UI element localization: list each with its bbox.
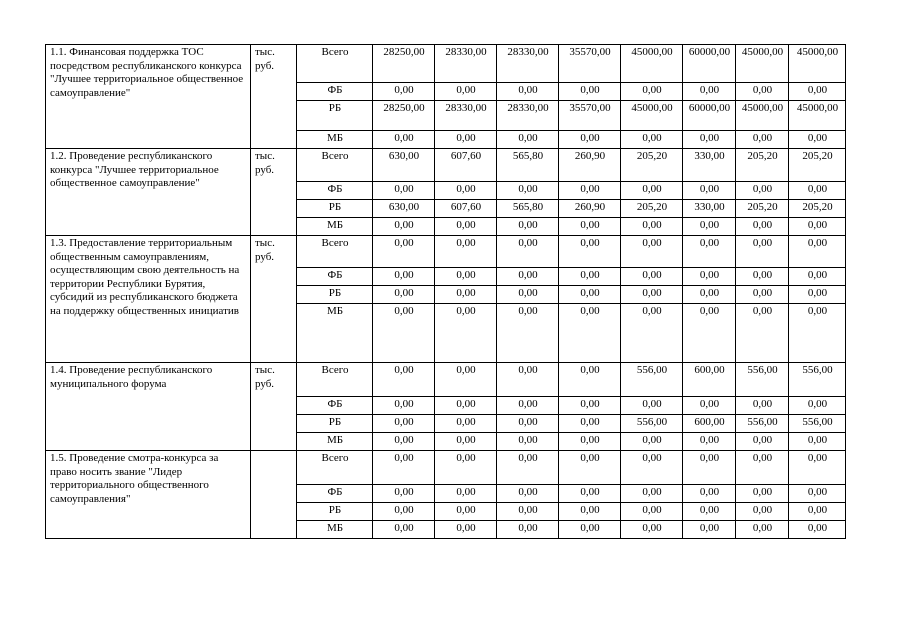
measure-title: 1.4. Проведение республиканского муниципального форума [46, 363, 251, 451]
amount-cell: 0,00 [435, 485, 497, 503]
amount-cell: 0,00 [559, 521, 621, 539]
amount-cell: 0,00 [789, 451, 846, 485]
amount-cell: 0,00 [435, 304, 497, 363]
amount-cell: 45000,00 [736, 101, 789, 131]
funding-source-cell: РБ [297, 415, 373, 433]
amount-cell: 0,00 [559, 131, 621, 149]
amount-cell: 35570,00 [559, 45, 621, 83]
amount-cell: 0,00 [736, 286, 789, 304]
amount-cell: 0,00 [373, 485, 435, 503]
amount-cell: 0,00 [559, 83, 621, 101]
amount-cell: 0,00 [497, 304, 559, 363]
amount-cell: 0,00 [497, 218, 559, 236]
funding-source-cell: РБ [297, 286, 373, 304]
amount-cell: 28250,00 [373, 45, 435, 83]
amount-cell: 0,00 [789, 503, 846, 521]
table-row [46, 451, 846, 485]
amount-cell: 0,00 [559, 485, 621, 503]
funding-source-cell: РБ [297, 503, 373, 521]
amount-cell: 0,00 [373, 236, 435, 268]
amount-cell: 0,00 [621, 451, 683, 485]
amount-cell: 0,00 [621, 433, 683, 451]
amount-cell: 0,00 [497, 521, 559, 539]
amount-cell: 0,00 [435, 397, 497, 415]
amount-cell: 205,20 [621, 149, 683, 182]
amount-cell: 600,00 [683, 363, 736, 397]
amount-cell: 0,00 [497, 182, 559, 200]
amount-cell: 0,00 [497, 236, 559, 268]
amount-cell: 0,00 [373, 131, 435, 149]
amount-cell: 260,90 [559, 149, 621, 182]
amount-cell: 0,00 [789, 268, 846, 286]
amount-cell: 45000,00 [789, 101, 846, 131]
amount-cell: 0,00 [736, 521, 789, 539]
amount-cell: 60000,00 [683, 101, 736, 131]
amount-cell: 28330,00 [435, 45, 497, 83]
amount-cell: 0,00 [683, 451, 736, 485]
amount-cell: 0,00 [621, 286, 683, 304]
amount-cell: 630,00 [373, 200, 435, 218]
amount-cell: 0,00 [435, 218, 497, 236]
amount-cell: 0,00 [736, 131, 789, 149]
amount-cell: 0,00 [683, 83, 736, 101]
amount-cell: 0,00 [736, 485, 789, 503]
funding-source-cell: Всего [297, 451, 373, 485]
amount-cell: 0,00 [683, 397, 736, 415]
funding-source-cell: МБ [297, 131, 373, 149]
amount-cell: 0,00 [789, 218, 846, 236]
amount-cell: 0,00 [736, 304, 789, 363]
amount-cell: 0,00 [373, 182, 435, 200]
amount-cell: 0,00 [736, 268, 789, 286]
amount-cell: 556,00 [736, 363, 789, 397]
amount-cell: 0,00 [559, 236, 621, 268]
amount-cell: 0,00 [497, 131, 559, 149]
amount-cell: 28330,00 [497, 101, 559, 131]
table-row [46, 363, 846, 397]
amount-cell: 0,00 [435, 363, 497, 397]
amount-cell: 630,00 [373, 149, 435, 182]
funding-source-cell: Всего [297, 149, 373, 182]
amount-cell: 0,00 [621, 268, 683, 286]
amount-cell: 0,00 [736, 397, 789, 415]
amount-cell: 0,00 [497, 451, 559, 485]
amount-cell: 0,00 [435, 433, 497, 451]
amount-cell: 0,00 [435, 182, 497, 200]
amount-cell: 0,00 [789, 236, 846, 268]
amount-cell: 205,20 [736, 200, 789, 218]
amount-cell: 0,00 [621, 485, 683, 503]
amount-cell: 28330,00 [435, 101, 497, 131]
amount-cell: 0,00 [373, 415, 435, 433]
amount-cell: 0,00 [683, 503, 736, 521]
amount-cell: 0,00 [789, 182, 846, 200]
funding-source-cell: Всего [297, 45, 373, 83]
amount-cell: 0,00 [789, 286, 846, 304]
funding-source-cell: ФБ [297, 485, 373, 503]
amount-cell: 0,00 [373, 286, 435, 304]
amount-cell: 205,20 [789, 149, 846, 182]
amount-cell: 0,00 [559, 415, 621, 433]
measure-title: 1.1. Финансовая поддержка ТОС посредством республиканского конкурса "Лучшее территориальное общественное самоуправление" [46, 45, 251, 149]
amount-cell: 0,00 [559, 268, 621, 286]
amount-cell: 0,00 [559, 218, 621, 236]
amount-cell: 0,00 [559, 451, 621, 485]
amount-cell: 0,00 [789, 304, 846, 363]
funding-source-cell: МБ [297, 521, 373, 539]
amount-cell: 60000,00 [683, 45, 736, 83]
amount-cell: 0,00 [497, 268, 559, 286]
amount-cell: 0,00 [497, 83, 559, 101]
amount-cell: 0,00 [373, 363, 435, 397]
amount-cell: 0,00 [736, 83, 789, 101]
amount-cell: 556,00 [736, 415, 789, 433]
table-row [46, 236, 846, 268]
amount-cell: 0,00 [373, 397, 435, 415]
amount-cell: 0,00 [621, 397, 683, 415]
funding-source-cell: Всего [297, 363, 373, 397]
amount-cell: 0,00 [683, 268, 736, 286]
funding-source-cell: ФБ [297, 268, 373, 286]
unit-cell: тыс. руб. [251, 363, 297, 451]
amount-cell: 0,00 [621, 131, 683, 149]
amount-cell: 0,00 [789, 485, 846, 503]
amount-cell: 205,20 [789, 200, 846, 218]
amount-cell: 556,00 [621, 415, 683, 433]
amount-cell: 0,00 [789, 433, 846, 451]
amount-cell: 45000,00 [621, 101, 683, 131]
amount-cell: 0,00 [435, 83, 497, 101]
amount-cell: 0,00 [497, 503, 559, 521]
amount-cell: 0,00 [559, 363, 621, 397]
amount-cell: 0,00 [559, 397, 621, 415]
amount-cell: 0,00 [683, 433, 736, 451]
unit-cell [251, 451, 297, 539]
amount-cell: 600,00 [683, 415, 736, 433]
amount-cell: 0,00 [435, 268, 497, 286]
amount-cell: 0,00 [789, 397, 846, 415]
measure-title: 1.3. Предоставление территориальным общественным самоуправлениям, осуществляющим свою деятельность на территории Республики Бурятия, субсидий из республиканского бюджета на поддержку общественных инициатив [46, 236, 251, 363]
amount-cell: 0,00 [373, 218, 435, 236]
amount-cell: 0,00 [373, 433, 435, 451]
amount-cell: 0,00 [683, 304, 736, 363]
amount-cell: 0,00 [559, 503, 621, 521]
amount-cell: 0,00 [497, 433, 559, 451]
table-row [46, 149, 846, 182]
amount-cell: 0,00 [789, 521, 846, 539]
amount-cell: 0,00 [621, 521, 683, 539]
amount-cell: 565,80 [497, 149, 559, 182]
amount-cell: 0,00 [621, 236, 683, 268]
amount-cell: 0,00 [497, 415, 559, 433]
funding-source-cell: Всего [297, 236, 373, 268]
amount-cell: 0,00 [559, 286, 621, 304]
amount-cell: 0,00 [435, 521, 497, 539]
amount-cell: 0,00 [435, 286, 497, 304]
amount-cell: 607,60 [435, 149, 497, 182]
amount-cell: 0,00 [435, 503, 497, 521]
amount-cell: 0,00 [621, 182, 683, 200]
amount-cell: 0,00 [373, 83, 435, 101]
amount-cell: 0,00 [683, 218, 736, 236]
budget-table [45, 44, 846, 539]
amount-cell: 0,00 [736, 503, 789, 521]
amount-cell: 0,00 [683, 521, 736, 539]
amount-cell: 0,00 [789, 83, 846, 101]
amount-cell: 0,00 [736, 218, 789, 236]
amount-cell: 0,00 [435, 415, 497, 433]
measure-title: 1.2. Проведение республиканского конкурса "Лучшее территориальное общественное самоуправление" [46, 149, 251, 236]
amount-cell: 0,00 [736, 451, 789, 485]
amount-cell: 0,00 [736, 182, 789, 200]
amount-cell: 28250,00 [373, 101, 435, 131]
amount-cell: 0,00 [559, 182, 621, 200]
amount-cell: 0,00 [497, 363, 559, 397]
amount-cell: 28330,00 [497, 45, 559, 83]
amount-cell: 205,20 [621, 200, 683, 218]
amount-cell: 0,00 [435, 131, 497, 149]
amount-cell: 0,00 [373, 503, 435, 521]
amount-cell: 565,80 [497, 200, 559, 218]
amount-cell: 45000,00 [736, 45, 789, 83]
amount-cell: 607,60 [435, 200, 497, 218]
table-row [46, 45, 846, 83]
amount-cell: 0,00 [683, 182, 736, 200]
amount-cell: 556,00 [621, 363, 683, 397]
amount-cell: 0,00 [373, 304, 435, 363]
unit-cell: тыс. руб. [251, 149, 297, 236]
funding-source-cell: РБ [297, 101, 373, 131]
amount-cell: 0,00 [559, 433, 621, 451]
amount-cell: 205,20 [736, 149, 789, 182]
funding-source-cell: ФБ [297, 182, 373, 200]
funding-source-cell: МБ [297, 218, 373, 236]
amount-cell: 0,00 [789, 131, 846, 149]
amount-cell: 330,00 [683, 200, 736, 218]
amount-cell: 0,00 [373, 451, 435, 485]
measure-title: 1.5. Проведение смотра-конкурса за право носить звание "Лидер территориального общественного самоуправления" [46, 451, 251, 539]
amount-cell: 0,00 [683, 131, 736, 149]
funding-source-cell: МБ [297, 304, 373, 363]
amount-cell: 45000,00 [789, 45, 846, 83]
amount-cell: 0,00 [621, 503, 683, 521]
amount-cell: 0,00 [621, 218, 683, 236]
table-body [46, 45, 846, 539]
amount-cell: 35570,00 [559, 101, 621, 131]
amount-cell: 0,00 [435, 236, 497, 268]
amount-cell: 0,00 [683, 485, 736, 503]
amount-cell: 556,00 [789, 415, 846, 433]
funding-source-cell: РБ [297, 200, 373, 218]
amount-cell: 0,00 [736, 236, 789, 268]
amount-cell: 0,00 [736, 433, 789, 451]
funding-source-cell: МБ [297, 433, 373, 451]
amount-cell: 0,00 [621, 304, 683, 363]
unit-cell: тыс. руб. [251, 45, 297, 149]
amount-cell: 0,00 [497, 485, 559, 503]
amount-cell: 0,00 [683, 236, 736, 268]
amount-cell: 0,00 [559, 304, 621, 363]
amount-cell: 260,90 [559, 200, 621, 218]
amount-cell: 0,00 [497, 286, 559, 304]
amount-cell: 0,00 [621, 83, 683, 101]
amount-cell: 45000,00 [621, 45, 683, 83]
amount-cell: 0,00 [683, 286, 736, 304]
funding-source-cell: ФБ [297, 83, 373, 101]
amount-cell: 556,00 [789, 363, 846, 397]
amount-cell: 0,00 [497, 397, 559, 415]
unit-cell: тыс. руб. [251, 236, 297, 363]
funding-source-cell: ФБ [297, 397, 373, 415]
amount-cell: 0,00 [373, 521, 435, 539]
amount-cell: 330,00 [683, 149, 736, 182]
amount-cell: 0,00 [435, 451, 497, 485]
amount-cell: 0,00 [373, 268, 435, 286]
